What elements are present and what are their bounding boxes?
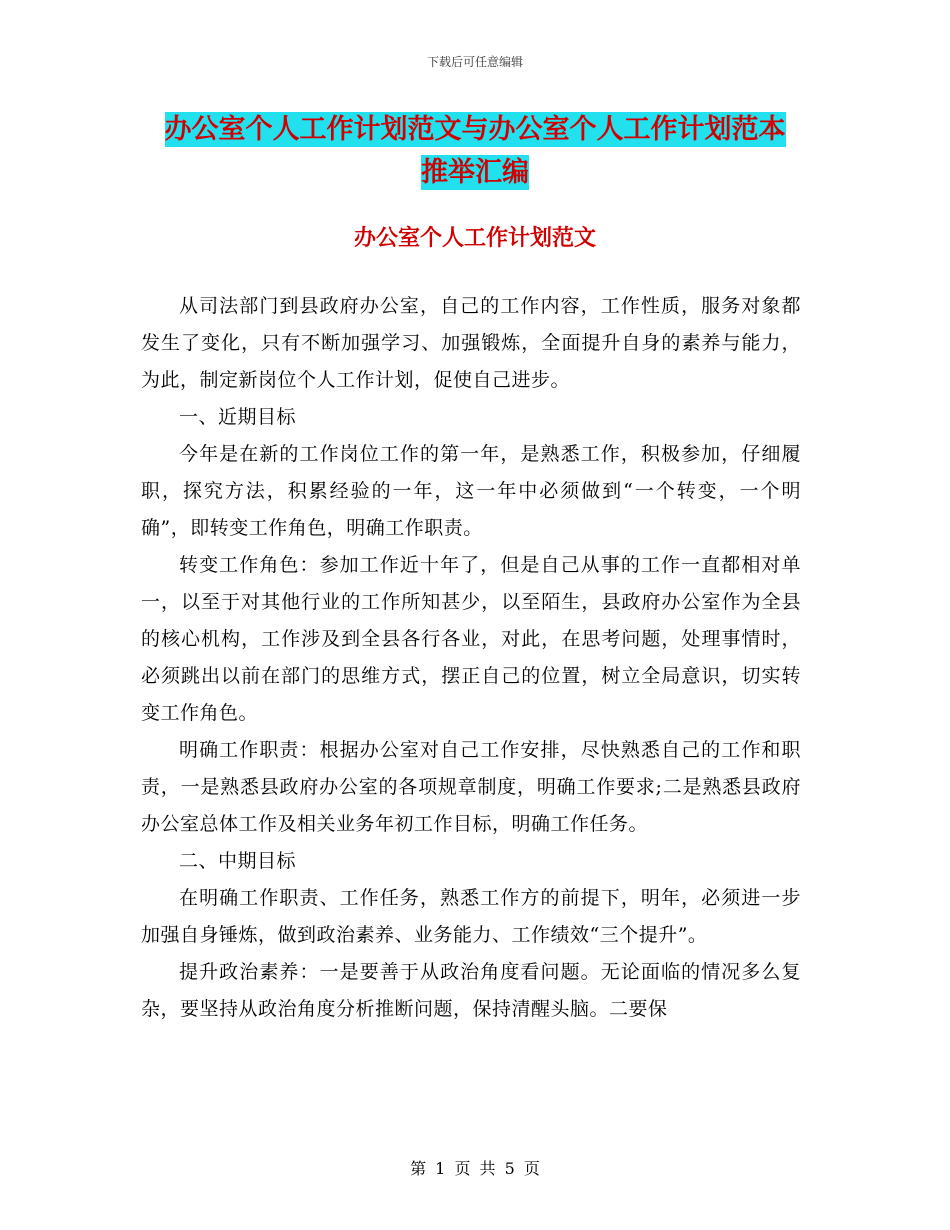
page-header-note: 下载后可任意编辑 [426, 55, 523, 69]
title-text-line-2: 推举汇编 [421, 157, 529, 188]
section-heading: 一、近期目标 [179, 406, 297, 428]
title-text-line-1: 办公室个人工作计划范文与办公室个人工作计划范本 [164, 114, 786, 145]
document-title-line-1 [0, 110, 950, 150]
paragraph: 从司法部门到县政府办公室，自己的工作内容，工作性质，服务对象都发生了变化，只有不断加强学习、加强锻炼，全面提升自身的素养与能力，为此，制定新岗位个人工作计划，促使自己进步。 [141, 295, 801, 391]
section-subtitle: 办公室个人工作计划范文 [353, 226, 596, 251]
paragraph: 今年是在新的工作岗位工作的第一年，是熟悉工作，积极参加，仔细履职，探究方法，积累经验的一年，这一年中必须做到“一个转变，一个明确”，即转变工作角色，明确工作职责。 [141, 443, 801, 539]
paragraph: 提升政治素养：一是要善于从政治角度看问题。无论面临的情况多么复杂，要坚持从政治角度分析推断问题，保持清醒头脑。二要保 [141, 961, 801, 1020]
paragraph: 在明确工作职责、工作任务，熟悉工作方的前提下，明年，必须进一步加强自身锤炼，做到政治素养、业务能力、工作绩效“三个提升”。 [141, 887, 801, 946]
paragraph: 转变工作角色：参加工作近十年了，但是自己从事的工作一直都相对单一，以至于对其他行业的工作所知甚少，以至陌生，县政府办公室作为全县的核心机构，工作涉及到全县各行各业，对此，在思考问题，处理事情时，必须跳出以前在部门的思维方式，摆正自己的位置，树立全局意识，切实转变工作角色。 [141, 554, 801, 724]
paragraph: 明确工作职责：根据办公室对自己工作安排，尽快熟悉自己的工作和职责，一是熟悉县政府办公室的各项规章制度，明确工作要求;二是熟悉县政府办公室总体工作及相关业务年初工作目标，明确工作任务。 [141, 739, 801, 835]
document-title-line-2 [0, 153, 950, 193]
document-body [141, 288, 801, 1028]
page-number-footer: 第 1 页 共 5 页 [410, 1159, 540, 1178]
section-heading: 二、中期目标 [179, 850, 297, 872]
